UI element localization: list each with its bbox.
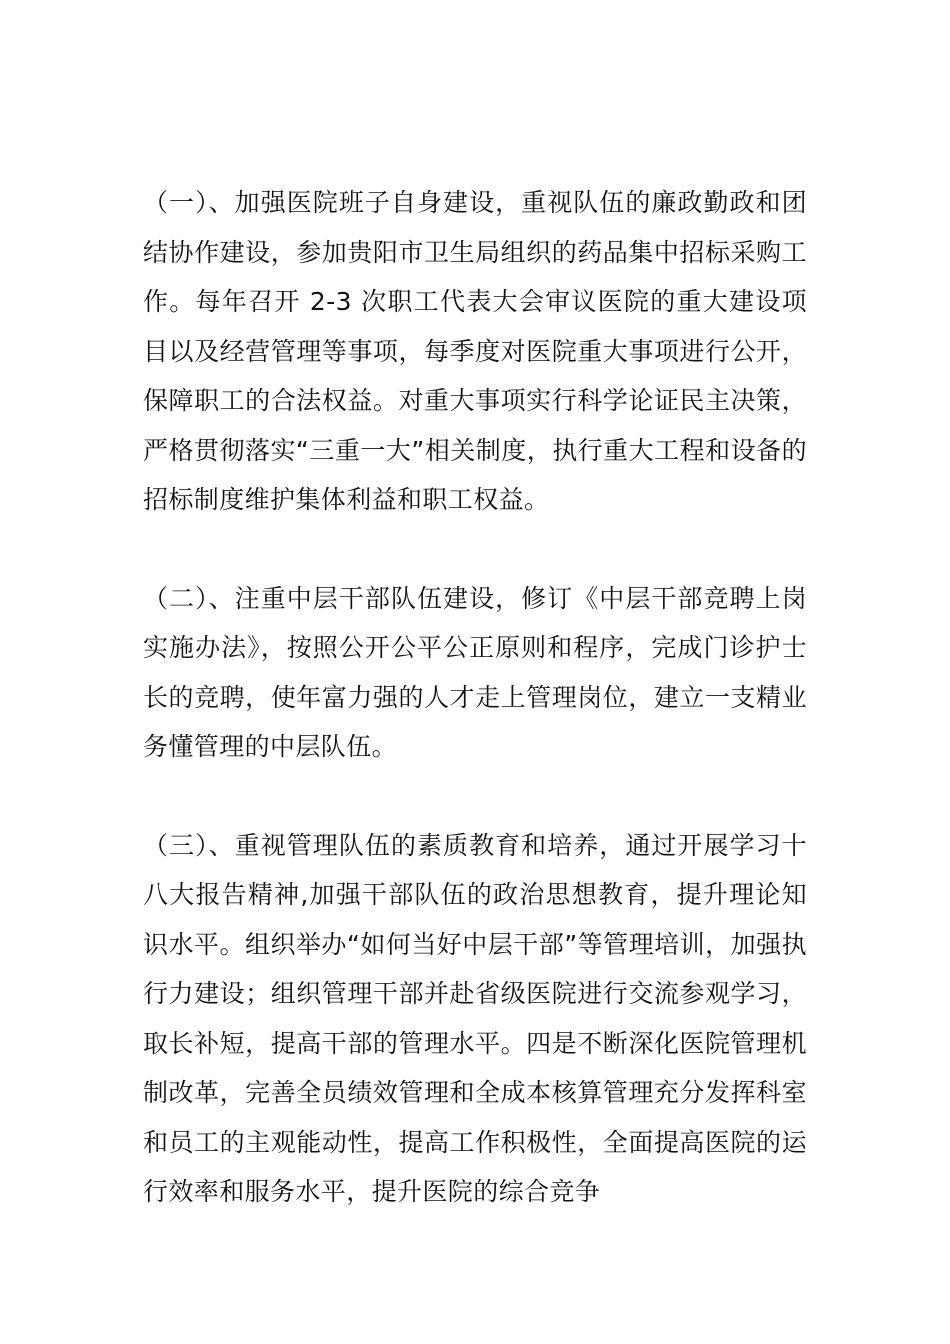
paragraph-2: （二）、注重中层干部队伍建设，修订《中层干部竞聘上岗实施办法》，按照公开公平公正原则和程序，完成门诊护士长的竞聘，使年富力强的人才走上管理岗位，建立一支精业务懂管理的中层队伍。 — [143, 583, 807, 761]
paragraph-3: （三）、重视管理队伍的素质教育和培养，通过开展学习十八大报告精神,加强干部队伍的政治思想教育，提升理论知识水平。组织举办“如何当好中层干部”等管理培训，加强执行力建设；组织管理干部并赴省级医院进行交流参观学习，取长补短，提高干部的管理水平。四是不断深化医院管理机制改革，完善全员绩效管理和全成本核算管理充分发挥科室和员工的主观能动性，提高工作积极性，全面提高医院的运行效率和服务水平，提升医院的综合竞争 — [143, 830, 807, 1206]
document-body — [143, 178, 807, 1217]
paragraph-1: （一）、加强医院班子自身建设，重视队伍的廉政勤政和团结协作建设，参加贵阳市卫生局组织的药品集中招标采购工作。每年召开 2-3 次职工代表大会审议医院的重大建设项目以及经营管理等事项，每季度对医院重大事项进行公开，保障职工的合法权益。对重大事项实行科学论证民主决策，严格贯彻落实“三重一大”相关制度，执行重大工程和设备的招标制度维护集体利益和职工权益。 — [143, 188, 807, 514]
